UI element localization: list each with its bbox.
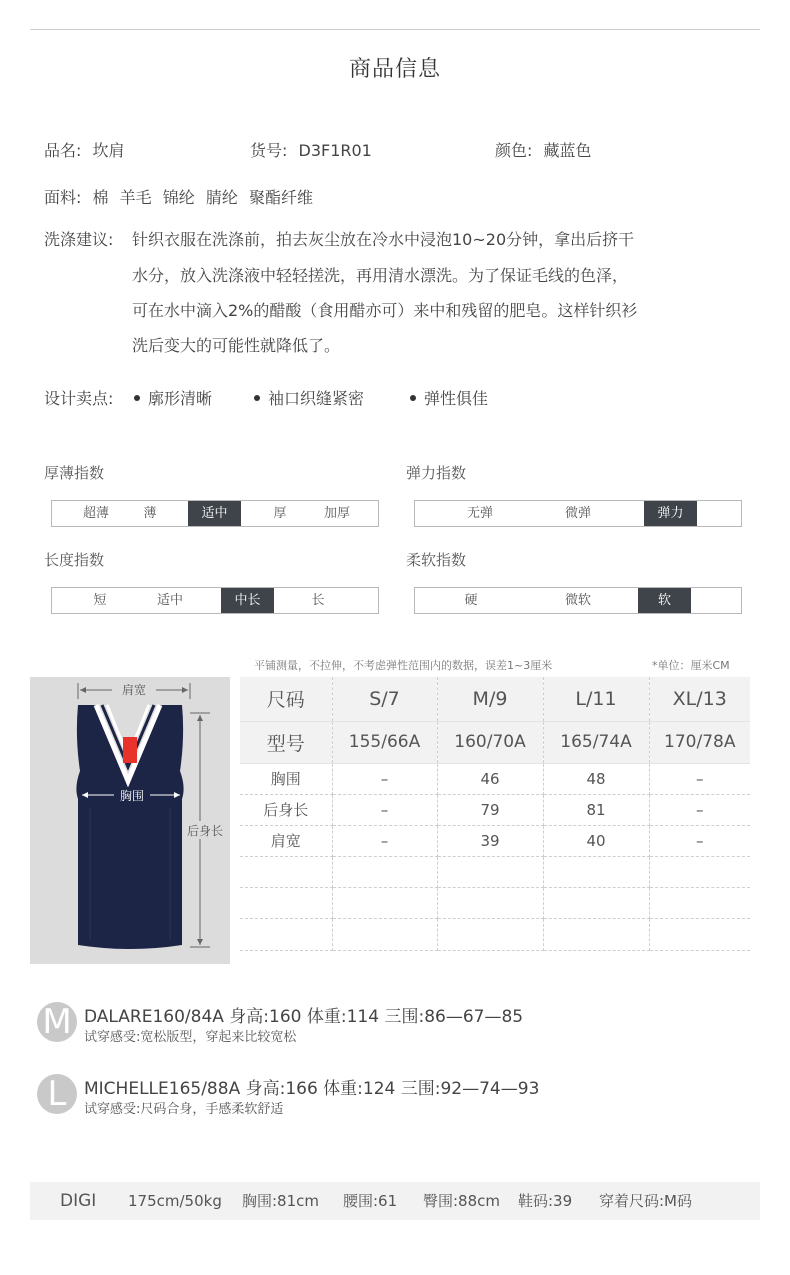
table-cell: 胸围: [240, 763, 332, 794]
product-name-value: 坎肩: [92, 141, 125, 160]
thickness-option-selected: 适中: [188, 501, 241, 526]
type-header-cell: 155/66A: [332, 721, 437, 763]
softness-index-title: 柔软指数: [406, 551, 467, 569]
elasticity-index-title: 弹力指数: [406, 464, 467, 482]
design-label: 设计卖点:: [44, 389, 114, 408]
table-cell: [332, 856, 437, 887]
model-size-badge: L: [37, 1074, 77, 1114]
vest-illustration: [30, 677, 230, 964]
shoulder-label: 肩宽: [121, 683, 146, 697]
table-cell: –: [649, 825, 750, 856]
size-header-cell: S/7: [332, 677, 437, 721]
model-info: DALARE160/84A 身高:160 体重:114 三围:86—67—85: [84, 1007, 524, 1027]
table-cell: [437, 887, 543, 918]
design-point-text: 弹性俱佳: [424, 389, 489, 408]
digi-stat: 臀围:88cm: [423, 1192, 500, 1210]
elasticity-option: 微弹: [564, 506, 591, 521]
product-code-label: 货号:: [250, 141, 288, 160]
product-code-value: D3F1R01: [298, 141, 372, 160]
page-title: 商品信息: [348, 57, 441, 82]
bullet-dot: [134, 395, 140, 401]
table-row: [240, 763, 750, 794]
product-color-label: 颜色:: [495, 141, 533, 160]
length-option-selected: 中长: [221, 588, 274, 613]
table-cell: –: [649, 763, 750, 794]
table-cell: [240, 856, 332, 887]
design-point: [410, 386, 488, 409]
product-name-label: 品名:: [44, 141, 82, 160]
type-header-cell: 型号: [240, 721, 332, 763]
model-feedback: 试穿感受:宽松版型，穿起来比较宽松: [84, 1030, 297, 1045]
type-header-cell: 170/78A: [649, 721, 750, 763]
model-type-row: [240, 721, 750, 763]
table-cell: 81: [543, 794, 649, 825]
top-divider: [30, 29, 760, 30]
elasticity-scale: [414, 500, 742, 527]
type-header-cell: 165/74A: [543, 721, 649, 763]
length-option: 适中: [156, 593, 183, 608]
table-cell: [543, 856, 649, 887]
thickness-scale: [51, 500, 379, 527]
elasticity-option-selected: 弹力: [644, 501, 697, 526]
size-header-cell: XL/13: [649, 677, 750, 721]
table-cell: 48: [543, 763, 649, 794]
model-feedback: 试穿感受:尺码合身，手感柔软舒适: [84, 1102, 284, 1117]
table-cell: –: [332, 763, 437, 794]
design-point-text: 袖口织缝紧密: [268, 389, 365, 408]
table-cell: [240, 918, 332, 950]
table-cell: [332, 887, 437, 918]
design-point-text: 廓形清晰: [148, 389, 213, 408]
unit-note: *单位：厘米CM: [652, 659, 730, 672]
thickness-option: 薄: [143, 506, 157, 521]
table-row: [240, 887, 750, 918]
digi-stat: 鞋码:39: [518, 1192, 573, 1210]
wash-line-2: 水分，放入洗涤液中轻轻搓洗，再用清水漂洗。为了保证毛线的色泽，: [132, 266, 629, 285]
bullet-dot: [410, 395, 416, 401]
product-name: [44, 138, 125, 161]
table-cell: 39: [437, 825, 543, 856]
table-cell: –: [332, 825, 437, 856]
table-row: [240, 918, 750, 950]
model-size-badge: M: [37, 1002, 77, 1042]
table-cell: 40: [543, 825, 649, 856]
fabric-label: 面料:: [44, 188, 82, 207]
table-cell: 后身长: [240, 794, 332, 825]
table-cell: [332, 918, 437, 950]
fabric-value: 棉: [92, 188, 109, 207]
softness-option: 微软: [564, 593, 591, 608]
table-cell: 79: [437, 794, 543, 825]
thickness-option: 加厚: [323, 506, 350, 521]
softness-scale: [414, 587, 742, 614]
size-header-cell: 尺码: [240, 677, 332, 721]
thickness-option: 厚: [273, 506, 287, 521]
length-scale: [51, 587, 379, 614]
length-option: 短: [93, 593, 107, 608]
table-cell: [649, 918, 750, 950]
measure-note: 平铺测量，不拉伸，不考虑弹性范围内的数据，误差1~3厘米: [254, 659, 553, 672]
table-cell: [437, 918, 543, 950]
fabric-row: [44, 185, 313, 208]
product-color: [495, 138, 592, 161]
size-row: [240, 677, 750, 721]
elasticity-option: 无弹: [466, 506, 493, 521]
fabric-value: 锦纶: [162, 188, 195, 207]
table-cell: –: [649, 794, 750, 825]
table-row: [240, 856, 750, 887]
product-code: [250, 138, 372, 161]
bullet-dot: [254, 395, 260, 401]
wash-line-3: 可在水中滴入2%的醋酸（食用醋亦可）来中和残留的肥皂。这样针织衫: [132, 301, 638, 320]
digi-bar: [30, 1182, 760, 1220]
table-cell: [543, 918, 649, 950]
table-cell: 肩宽: [240, 825, 332, 856]
table-cell: [240, 887, 332, 918]
table-cell: [649, 887, 750, 918]
back-length-label: 后身长: [186, 824, 223, 838]
length-index-title: 长度指数: [44, 551, 105, 569]
thickness-index-title: 厚薄指数: [44, 464, 105, 482]
digi-name: DIGI: [60, 1191, 97, 1211]
chest-label: 胸围: [119, 789, 144, 803]
design-point: [254, 386, 364, 409]
table-cell: [649, 856, 750, 887]
type-header-cell: 160/70A: [437, 721, 543, 763]
digi-stat: 175cm/50kg: [128, 1192, 222, 1210]
table-row: [240, 825, 750, 856]
wash-line-1: 针织衣服在洗涤前，拍去灰尘放在冷水中浸泡10~20分钟，拿出后挤干: [132, 230, 635, 249]
digi-stat: 腰围:61: [343, 1192, 398, 1210]
table-cell: 46: [437, 763, 543, 794]
design-point: [134, 386, 212, 409]
table-cell: [437, 856, 543, 887]
wash-label: 洗涤建议:: [44, 230, 114, 249]
length-option: 长: [311, 593, 325, 608]
table-cell: –: [332, 794, 437, 825]
fabric-value: 腈纶: [205, 188, 238, 207]
digi-stat: 胸围:81cm: [242, 1192, 319, 1210]
size-header-cell: L/11: [543, 677, 649, 721]
table-row: [240, 794, 750, 825]
fabric-value: 羊毛: [119, 188, 152, 207]
model-info: MICHELLE165/88A 身高:166 体重:124 三围:92—74—93: [84, 1079, 540, 1099]
wash-line-4: 洗后变大的可能性就降低了。: [132, 336, 341, 355]
table-cell: [543, 887, 649, 918]
softness-option-selected: 软: [638, 588, 691, 613]
product-photo: [30, 677, 230, 964]
digi-stat: 穿着尺码:M码: [599, 1192, 692, 1210]
fabric-value: 聚酯纤维: [248, 188, 313, 207]
thickness-option: 超薄: [82, 506, 109, 521]
product-color-value: 藏蓝色: [543, 141, 592, 160]
size-header-cell: M/9: [437, 677, 543, 721]
softness-option: 硬: [464, 593, 478, 608]
size-table: [240, 677, 750, 951]
